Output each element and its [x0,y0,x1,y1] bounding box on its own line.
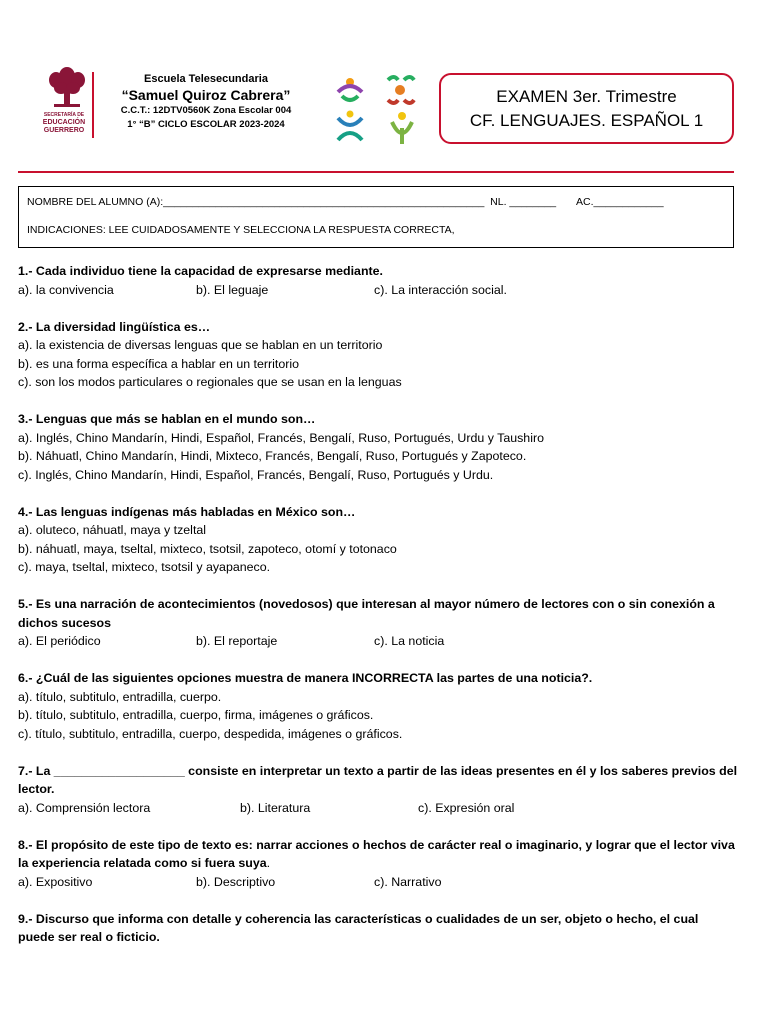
question-4 [18,503,738,577]
school-cct: C.C.T.: 12DTV0560K Zona Escolar 004 [120,105,292,116]
seg-guerrero-logo [36,66,98,140]
instructions: INDICACIONES: LEE CUIDADOSAMENTE Y SELECCIONA LA RESPUESTA CORRECTA, [27,224,455,236]
option-b[interactable]: b). náhuatl, maya, tseltal, mixteco, tsotsil, zapoteco, otomí y totonaco [18,541,397,556]
option-a[interactable]: a). la convivencia [18,282,114,297]
option-b[interactable]: b). título, subtitulo, entradilla, cuerpo, firma, imágenes o gráficos. [18,708,374,722]
question-text: 1.- Cada individuo tiene la capacidad de expresarse mediante. [18,264,383,278]
option-a[interactable]: a). El periódico [18,634,101,648]
option-c[interactable]: c). título, subtitulo, entradilla, cuerpo, despedida, imágenes o gráficos. [18,726,403,741]
question-text [18,836,738,873]
option-a[interactable]: a). Comprensión lectora [18,800,151,815]
school-name: “Samuel Quiroz Cabrera” [121,87,291,103]
option-b[interactable]: b). es una forma específica a hablar en un territorio [18,356,300,371]
option-a[interactable]: a). título, subtitulo, entradilla, cuerpo. [18,689,222,704]
question-9 [18,910,738,947]
question-text: 3.- Lenguas que más se hablan en el mundo son… [18,412,316,426]
question-6 [18,669,738,743]
exam-title-box [439,73,734,144]
question-1 [18,262,738,299]
question-text: 7.- La ___________________ consiste en interpretar un texto a partir de las ideas presentes en él y los saberes previos del lector. [18,763,738,796]
question-text-bold: 8.- El propósito de este tipo de texto es: narrar acciones o hechos de carácter real o imaginario, y lograr que el lector viva la experiencia relatada como si fuera suya [18,837,735,870]
svg-text:SECRETARÍA DE: SECRETARÍA DE [43,112,85,118]
student-fields-row [27,195,725,209]
school-grade-cycle: 1° “B” CICLO ESCOLAR 2023-2024 [127,119,285,130]
question-7 [18,762,738,818]
question-text: 4.- Las lenguas indígenas más habladas en México son… [18,504,356,519]
colorful-figures-icon [330,70,422,148]
options-row [18,799,738,818]
option-c[interactable]: c). La noticia [374,634,445,648]
header-divider [18,171,734,173]
question-text: 6.- ¿Cuál de las siguientes opciones muestra de manera INCORRECTA las partes de una noticia?. [18,671,593,685]
exam-header [0,0,768,180]
question-8 [18,836,738,892]
option-a[interactable]: a). la existencia de diversas lenguas que se hablan en un territorio [18,338,383,352]
exam-title-line1: EXAMEN 3er. Trimestre [496,87,677,106]
option-b[interactable]: b). Descriptivo [196,874,276,889]
option-b[interactable]: b). Náhuatl, Chino Mandarín, Hindi, Mixteco, Francés, Bengalí, Ruso, Portugués y Zapoteco. [18,449,527,463]
question-5 [18,595,738,651]
option-c[interactable]: c). Expresión oral [418,800,515,815]
school-info [96,72,316,132]
option-b[interactable]: b). Literatura [240,800,311,815]
option-a[interactable]: a). Expositivo [18,874,93,889]
option-b[interactable]: b). El reportaje [196,634,278,648]
questions-list [18,262,738,965]
options-row [18,281,738,300]
question-2 [18,318,738,392]
question-text: 5.- Es una narración de acontecimientos (novedosos) que interesan al mayor número de lectores con o sin conexión a dichos sucesos [18,597,715,630]
option-c[interactable]: c). La interacción social. [374,282,507,297]
tree-emblem-icon [36,66,98,140]
option-b[interactable]: b). El leguaje [196,282,269,297]
telesecundaria-logo [330,70,422,148]
school-type: Escuela Telesecundaria [144,73,268,85]
list-number-field[interactable]: NL. ________ [490,196,557,208]
student-info-box [18,186,734,248]
exam-title-line2: CF. LENGUAJES. ESPAÑOL 1 [469,111,704,130]
svg-text:GUERRERO: GUERRERO [43,127,85,134]
options-row [18,873,738,892]
question-3 [18,410,738,484]
question-text: 2.- La diversidad lingüística es… [18,319,211,334]
option-c[interactable]: c). maya, tseltal, mixteco, tsotsil y ayapaneco. [18,560,271,574]
option-c[interactable]: c). son los modos particulares o regionales que se usan en la lenguas [18,375,402,389]
question-text-tail: . [266,856,271,870]
student-name-field[interactable]: NOMBRE DEL ALUMNO (A):_______________________________________________________ [27,196,485,208]
option-c[interactable]: c). Inglés, Chino Mandarín, Hindi, Español, Francés, Bengalí, Ruso, Portugués y Urdu. [18,467,494,482]
option-a[interactable]: a). Inglés, Chino Mandarín, Hindi, Español, Francés, Bengalí, Ruso, Portugués, Urdu y Taushiro [18,430,544,445]
question-text: 9.- Discurso que informa con detalle y coherencia las características o cualidades de un ser, objeto o hecho, el cual puede ser real o ficticio. [18,911,699,944]
ac-field[interactable]: AC.____________ [575,196,664,208]
option-c[interactable]: c). Narrativo [374,874,442,889]
options-row [18,632,738,651]
svg-text:EDUCACIÓN: EDUCACIÓN [42,119,86,126]
option-a[interactable]: a). oluteco, náhuatl, maya y tzeltal [18,523,207,537]
